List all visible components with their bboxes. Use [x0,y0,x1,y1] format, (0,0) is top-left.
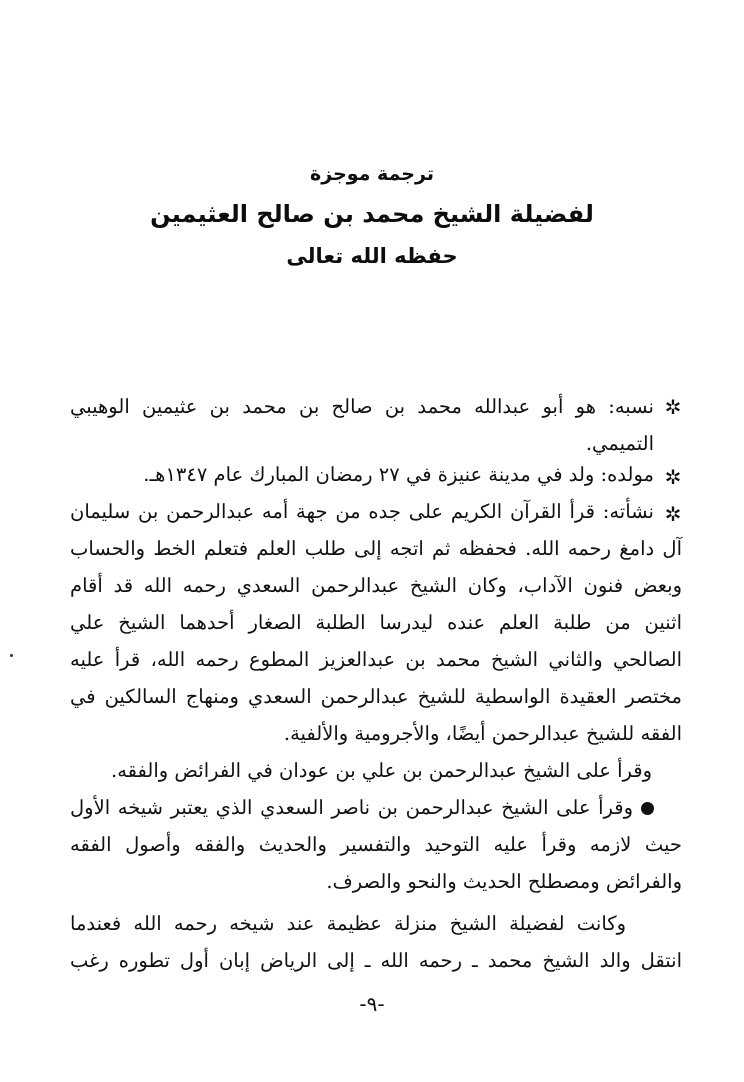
text-line: نسبه: هو أبو عبدالله محمد بن صالح بن محمد بن عثيمين الوهيبي [70,395,654,418]
text-line: آل دامغ رحمه الله. فحفظه ثم اتجه إلى طلب العلم فتعلم الخط والحساب [70,537,682,560]
text-line: انتقل والد الشيخ محمد ـ رحمه الله ـ إلى الرياض إبان أول تطوره رغب [70,949,682,972]
page-number: -٩- [359,992,385,1016]
filled-circle-bullet-icon [641,802,654,815]
text-line: مختصر العقيدة الواسطية للشيخ عبدالرحمن السعدي ومنهاج السالكين في [70,685,682,708]
heading-brief-biography: ترجمة موجزة [310,163,434,185]
text-line: نشأته: قرأ القرآن الكريم على جده من جهة أمه عبدالرحمن بن سليمان [70,500,654,523]
text-line: وكانت لفضيلة الشيخ منزلة عظيمة عند شيخه رحمه الله فعندما [70,912,626,935]
heading-sheikh-name: لفضيلة الشيخ محمد بن صالح العثيمين [150,200,594,228]
text-line: الصالحي والثاني الشيخ محمد بن عبدالعزيز المطوع رحمه الله، قرأ عليه [70,648,682,671]
text-line: اثنين من طلبة العلم عنده ليدرسا الطلبة الصغار أحدهما الشيخ علي [70,611,682,634]
asterisk-bullet-icon: ✲ [664,395,682,419]
text-line: وقرأ على الشيخ عبدالرحمن بن علي بن عودان في الفرائض والفقه. [111,759,652,782]
text-line: حيث لازمه وقرأ عليه التوحيد والتفسير والحديث والفقه وأصول الفقه [70,833,682,856]
heading-honorific: حفظه الله تعالى [286,244,458,268]
asterisk-bullet-icon: ✲ [664,465,682,489]
text-line: وبعض فنون الآداب، وكان الشيخ عبدالرحمن السعدي رحمه الله قد أقام [70,574,682,597]
text-line-content: وقرأ على الشيخ عبدالرحمن بن ناصر السعدي الذي يعتبر شيخه الأول [70,796,633,819]
text-line: والفرائض ومصطلح الحديث والنحو والصرف. [326,870,682,893]
scan-speck [10,654,13,657]
text-line: التميمي. [585,432,654,455]
text-line: مولده: ولد في مدينة عنيزة في ٢٧ رمضان المبارك عام ١٣٤٧هـ. [143,463,654,486]
text-line: الفقه للشيخ عبدالرحمن أيضًا، والأجرومية والألفية. [283,722,682,745]
text-line [70,791,654,825]
asterisk-bullet-icon: ✲ [664,502,682,526]
